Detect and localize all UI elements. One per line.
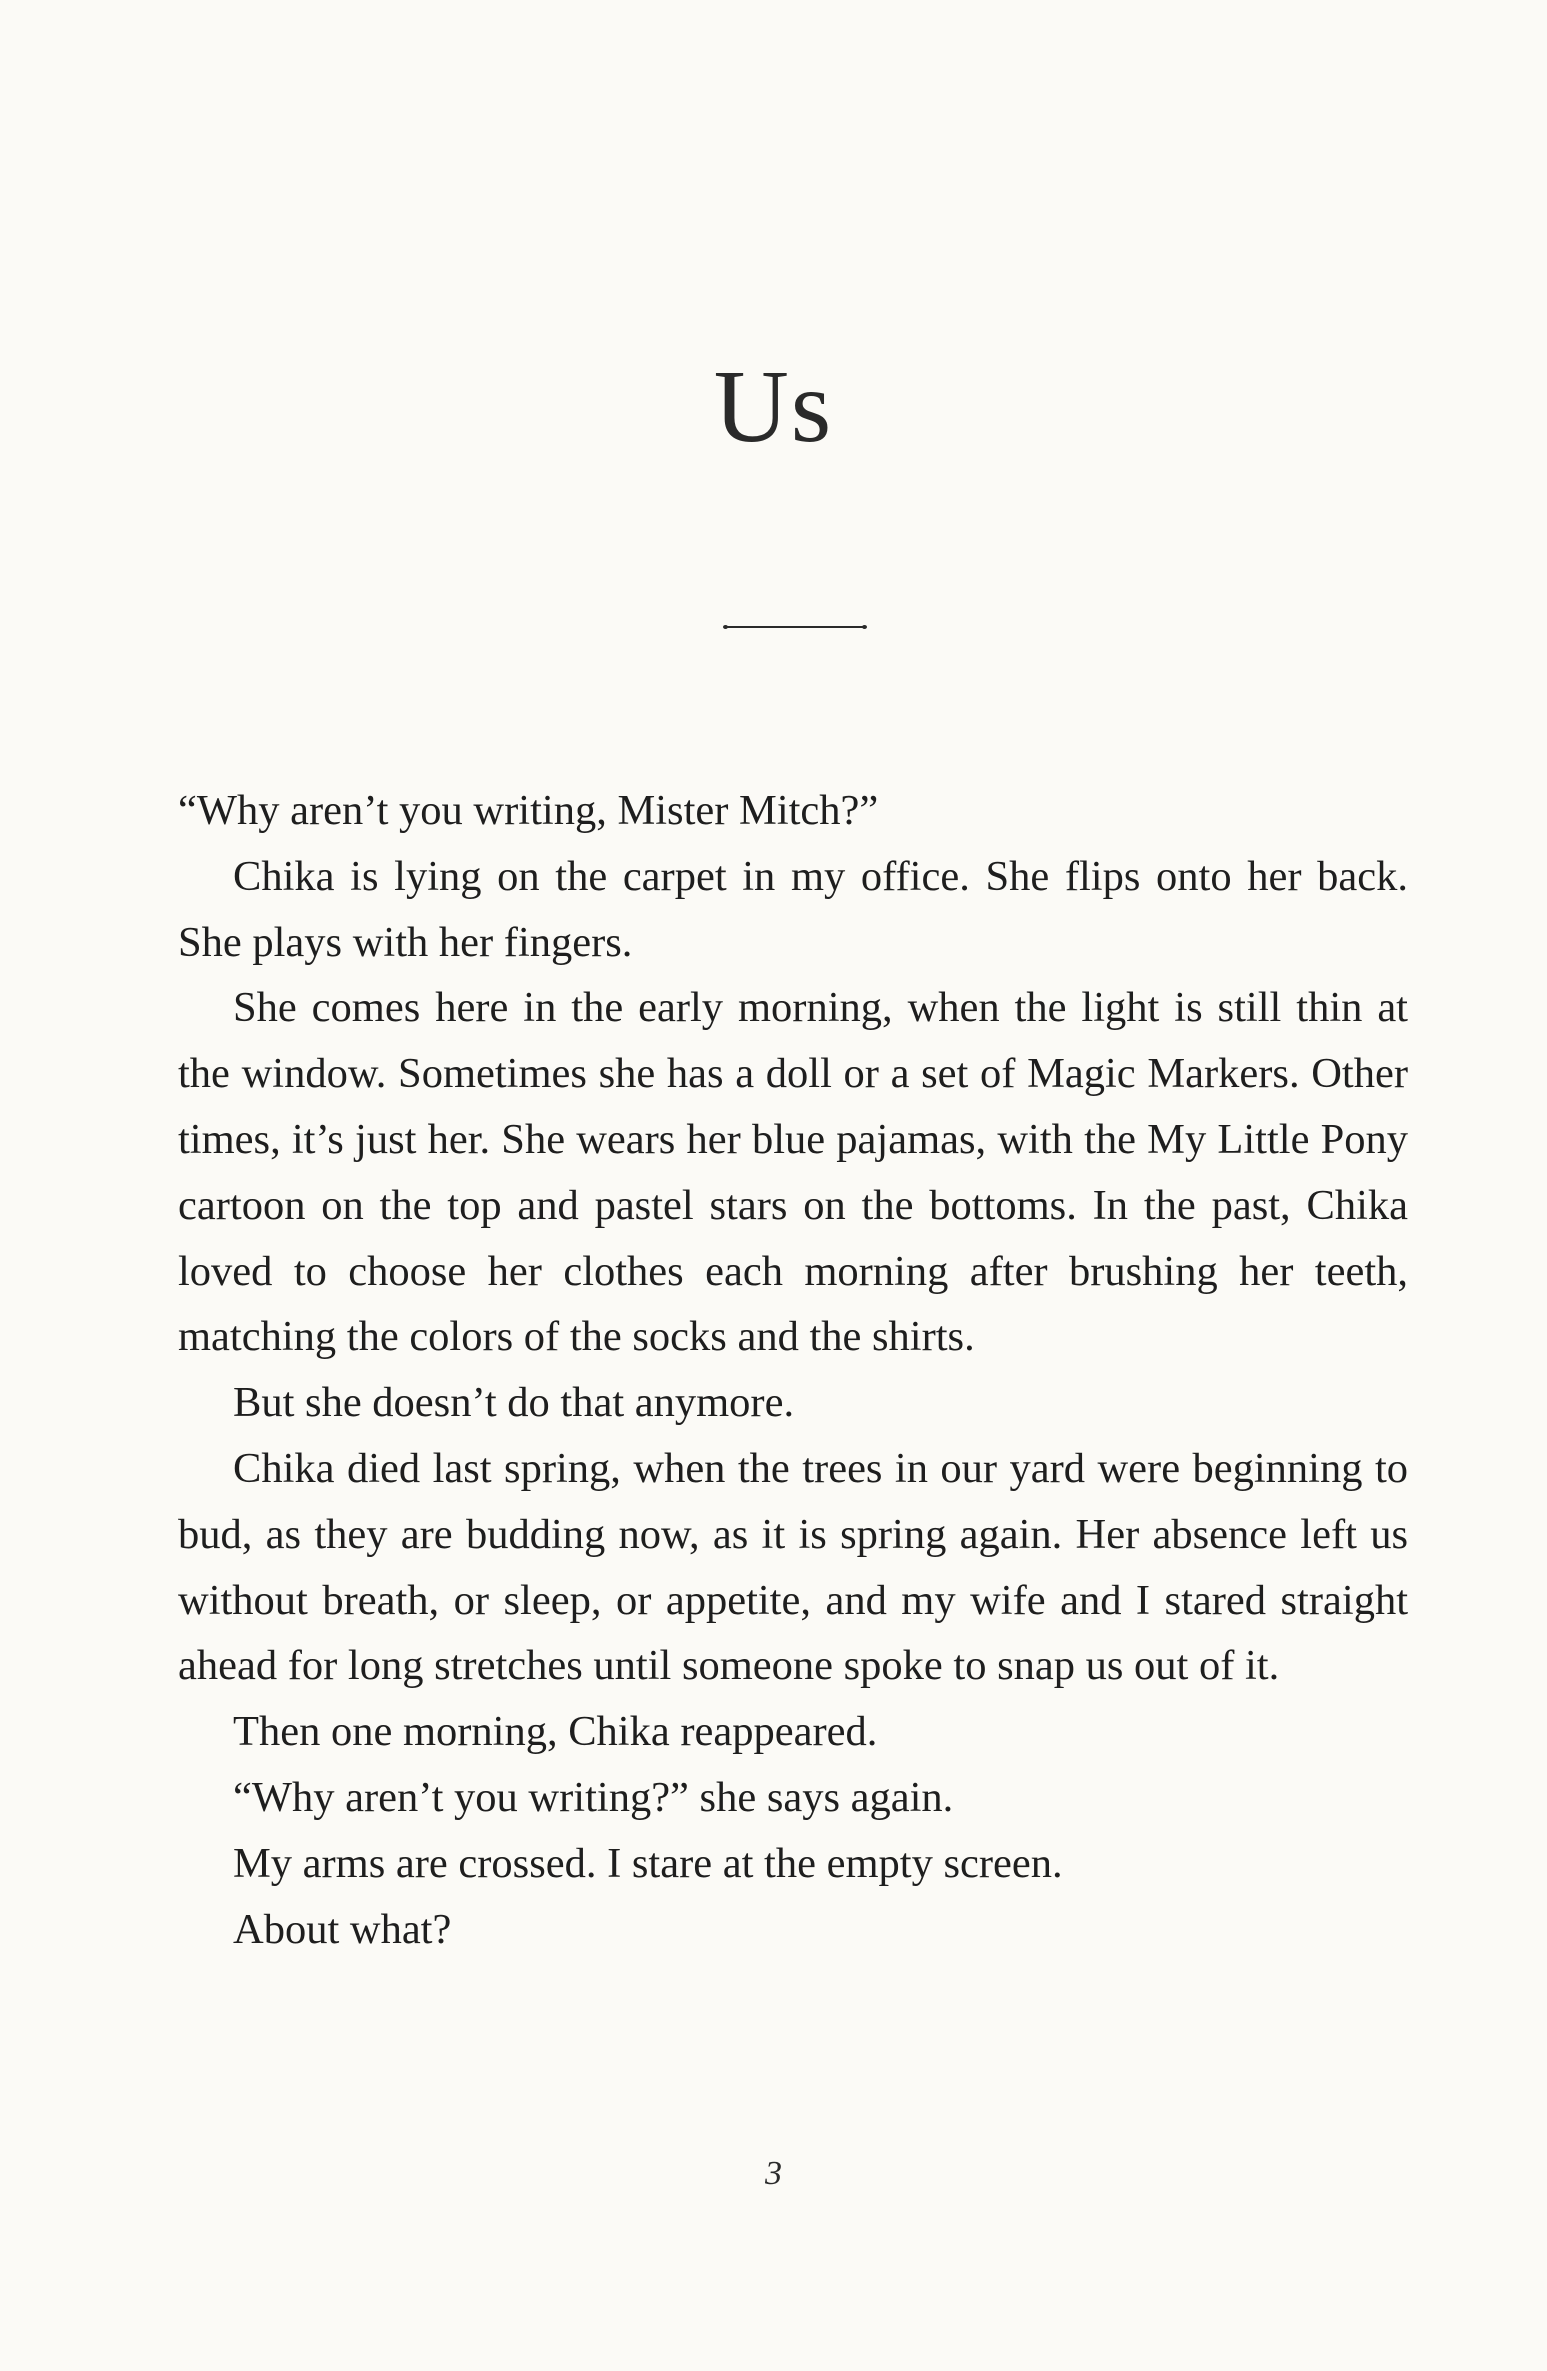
ornament-line bbox=[727, 626, 863, 628]
paragraph: My arms are crossed. I stare at the empty screen. bbox=[233, 1839, 1063, 1887]
paragraph: Then one morning, Chika reappeared. bbox=[233, 1708, 878, 1756]
body-text bbox=[178, 778, 1408, 1962]
ornamental-rule bbox=[723, 625, 867, 629]
paragraph: “Why aren’t you writing?” she says again. bbox=[233, 1773, 954, 1821]
paragraph: She comes here in the early morning, when the light is still thin at the window. Sometimes she has a doll or a set of Magic Markers. Other times, it’s just her. She wears her blue pajamas, with the My Little Pony cartoon on the top and pastel stars on the bottoms. In the past, Chika loved to choose her clothes each morning after brushing her teeth, matching the colors of the socks and the shirts. bbox=[178, 984, 1408, 1361]
chapter-title: Us bbox=[713, 349, 834, 464]
page-number: 3 bbox=[765, 2155, 782, 2192]
paragraph: Chika died last spring, when the trees in our yard were beginning to bud, as they are budding now, as it is spring again. Her absence left us without breath, or sleep, or appetite, and my wife and I stared straight ahead for long stretches until someone spoke to snap us out of it. bbox=[178, 1444, 1408, 1690]
paragraph: But she doesn’t do that anymore. bbox=[233, 1379, 795, 1427]
paragraph: “Why aren’t you writing, Mister Mitch?” bbox=[178, 787, 879, 834]
ornament-dot-right bbox=[862, 625, 867, 629]
paragraph: Chika is lying on the carpet in my office. She flips onto her back. She plays with her fingers. bbox=[178, 852, 1408, 966]
paragraph: About what? bbox=[233, 1905, 452, 1953]
